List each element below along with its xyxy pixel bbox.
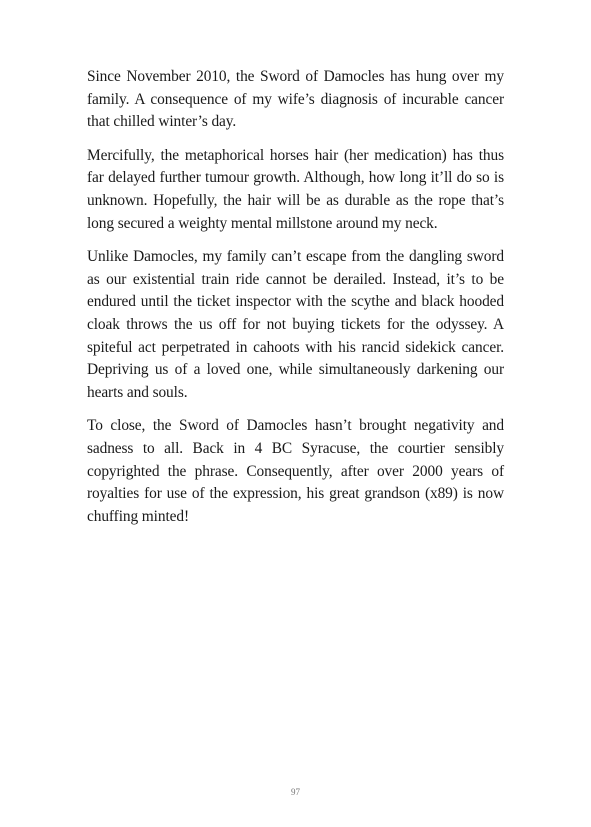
body-text [87,66,504,539]
page-number: 97 [291,787,300,797]
paragraph-4: To close, the Sword of Damocles hasn’t brought negativity and sadness to all. Back in 4 BC Syracuse, the courtier sensibly copyrighted the phrase. Consequently, after over 2000 years of royalties for use of the expression, his great grandson (x89) is now chuffing minted! [87,417,504,525]
paragraph-3: Unlike Damocles, my family can’t escape from the dangling sword as our existential train ride cannot be derailed. Instead, it’s to be endured until the ticket inspector with the scythe and black hooded cloak throws the us off for not buying tickets for the odyssey. A spiteful act perpetrated in cahoots with his rancid sidekick cancer. Depriving us of a loved one, while simultaneously darkening our hearts and souls. [87,248,504,401]
paragraph-2: Mercifully, the metaphorical horses hair (her medication) has thus far delayed further tumour growth. Although, how long it’ll do so is unknown. Hopefully, the hair will be as durable as the rope that’s long secured a weighty mental millstone around my neck. [87,146,504,232]
paragraph-1: Since November 2010, the Sword of Damocles has hung over my family. A consequence of my wife’s diagnosis of incurable cancer that chilled winter’s day. [87,68,504,131]
